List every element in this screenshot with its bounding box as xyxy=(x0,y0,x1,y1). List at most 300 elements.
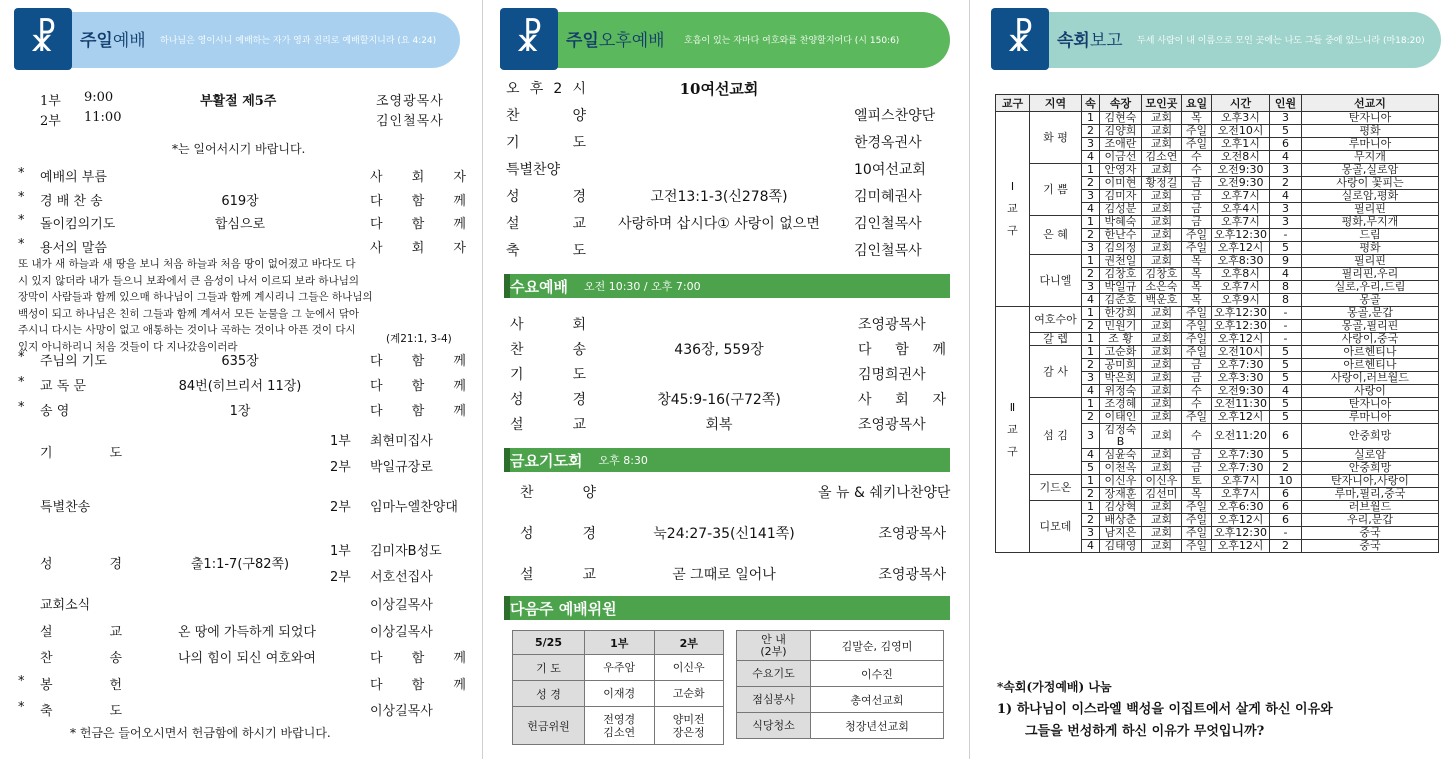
attendance: 6 xyxy=(1270,501,1302,514)
mission-field: 실로,우리,드림 xyxy=(1302,281,1439,294)
meeting-place: 교회 xyxy=(1142,138,1182,151)
attendance: 5 xyxy=(1270,411,1302,424)
afternoon-leader: 10여선교회 xyxy=(854,162,926,178)
mission-field: 탄자니아 xyxy=(1302,398,1439,411)
attendance: 2 xyxy=(1270,177,1302,190)
meeting-day: 주일 xyxy=(1182,229,1212,242)
mission-field: 탄자니아,사랑이 xyxy=(1302,475,1439,488)
meeting-time: 오후8:30 xyxy=(1212,255,1270,268)
cell-number: 1 xyxy=(1082,501,1100,514)
attendance: 5 xyxy=(1270,398,1302,411)
meeting-day: 주일 xyxy=(1182,138,1212,151)
attendance: 3 xyxy=(1270,216,1302,229)
cell-leader: 김현숙 xyxy=(1100,112,1142,125)
meeting-day: 주일 xyxy=(1182,540,1212,553)
order-label: 경 배 찬 송 xyxy=(40,193,103,209)
afternoon-label: 설 교 xyxy=(506,216,586,232)
meeting-time: 오후6:30 xyxy=(1212,501,1270,514)
wednesday-service-bar xyxy=(504,274,950,298)
mission-field: 탄자니아 xyxy=(1302,112,1439,125)
cell-leader: 박은희 xyxy=(1100,372,1142,385)
meeting-time: 오후4시 xyxy=(1212,203,1270,216)
cell-leader: 안영자 xyxy=(1100,164,1142,177)
meeting-day: 목 xyxy=(1182,294,1212,307)
prayer-name-2: 박일규장로 xyxy=(370,460,433,475)
cell-number: 3 xyxy=(1082,190,1100,203)
note-title: *속회(가정예배) 나눔 xyxy=(997,680,1112,694)
occasion-title: 부활절 제5주 xyxy=(200,94,277,109)
cell-leader: 박혜숙 xyxy=(1100,216,1142,229)
order-leader: 이상길목사 xyxy=(370,704,433,719)
cell-leader: 한난수 xyxy=(1100,229,1142,242)
scripture-label: 성 경 xyxy=(40,557,122,572)
meeting-day: 금 xyxy=(1182,462,1212,475)
member-2: 양미전 장은정 xyxy=(654,707,724,745)
table-row xyxy=(996,346,1439,359)
region-cell: 기드온 xyxy=(1030,475,1082,501)
region-cell: 여호수아 xyxy=(1030,307,1082,333)
sunday-service-column xyxy=(0,0,483,759)
order-label: 축 도 xyxy=(40,704,122,719)
stand-mark: * xyxy=(18,213,25,228)
cell-leader: 김양희 xyxy=(1100,125,1142,138)
afternoon-detail: 고전13:1-3(신278쪽) xyxy=(650,189,788,205)
fri-detail: 눅24:27-35(신141쪽) xyxy=(653,526,795,542)
order-leader: 다 함 께 xyxy=(370,404,466,419)
prayer-label: 기 도 xyxy=(40,446,122,461)
service-part: 2부 xyxy=(40,114,61,129)
cell-number: 2 xyxy=(1082,320,1100,333)
meeting-place: 소은숙 xyxy=(1142,281,1182,294)
fri-detail: 곧 그때로 일어나 xyxy=(672,567,776,583)
order-label: 찬 송 xyxy=(40,651,122,666)
wed-leader: 다 함 께 xyxy=(858,342,946,358)
afternoon-leader: 김인철목사 xyxy=(854,216,922,232)
stand-mark: * xyxy=(18,673,25,689)
next-week-bar xyxy=(504,596,950,620)
stand-mark: * xyxy=(18,189,25,205)
attendance: 3 xyxy=(1270,164,1302,177)
afternoon-label: 특별찬양 xyxy=(506,162,561,178)
cell-number: 1 xyxy=(1082,398,1100,411)
meeting-place: 교회 xyxy=(1142,449,1182,462)
cell-leader: 권천일 xyxy=(1100,255,1142,268)
church-logo-icon: ☧ xyxy=(991,8,1049,70)
meeting-time: 오전10시 xyxy=(1212,125,1270,138)
table-row xyxy=(513,655,724,681)
cell-leader: 조애란 xyxy=(1100,138,1142,151)
cell-number: 1 xyxy=(1082,333,1100,346)
fri-leader: 올 뉴 & 쉐키나찬양단 xyxy=(818,485,951,501)
service-time: 11:00 xyxy=(84,110,122,125)
afternoon-label: 성 경 xyxy=(506,189,586,205)
church-logo-icon: ☧ xyxy=(500,8,558,70)
meeting-time: 오후7시 xyxy=(1212,475,1270,488)
region-cell: 다니엘 xyxy=(1030,255,1082,307)
service-pastor: 김인철목사 xyxy=(376,114,444,129)
cell-leader: 조경혜 xyxy=(1100,398,1142,411)
section-title: 다음주 예배위원 xyxy=(510,599,617,618)
service-part: 1부 xyxy=(40,94,61,109)
role-label: 기 도 xyxy=(513,655,585,681)
attendance: 3 xyxy=(1270,203,1302,216)
meeting-time: 오전11:20 xyxy=(1212,424,1270,449)
meeting-place: 황정길 xyxy=(1142,177,1182,190)
order-label: 송 영 xyxy=(40,404,70,419)
meeting-day: 금 xyxy=(1182,203,1212,216)
cell-number: 2 xyxy=(1082,177,1100,190)
cell-number: 2 xyxy=(1082,488,1100,501)
attendance: 3 xyxy=(1270,112,1302,125)
member-2: 고순화 xyxy=(654,681,724,707)
attendance: 8 xyxy=(1270,294,1302,307)
table-row xyxy=(737,687,944,713)
offering-note: * 헌금은 들어오시면서 헌금함에 하시기 바랍니다. xyxy=(70,726,331,740)
afternoon-service-header xyxy=(500,12,950,68)
mission-field: 평화 xyxy=(1302,242,1439,255)
meeting-place: 김소연 xyxy=(1142,151,1182,164)
meeting-place: 교회 xyxy=(1142,540,1182,553)
afternoon-detail: 사랑하며 삽시다① 사랑이 없으면 xyxy=(618,216,820,232)
meeting-time: 오후7:30 xyxy=(1212,462,1270,475)
duty-label: 수요기도 xyxy=(737,661,811,687)
table-row xyxy=(513,707,724,745)
cell-number: 1 xyxy=(1082,216,1100,229)
fri-leader: 조영광목사 xyxy=(878,526,946,542)
mission-field: 아르헨티나 xyxy=(1302,359,1439,372)
mission-field: 러브월드 xyxy=(1302,501,1439,514)
scripture-text: 장막이 사람들과 함께 있으매 하나님이 그들과 함께 계시리니 그들은 하나님의 xyxy=(18,291,373,303)
cell-number: 3 xyxy=(1082,138,1100,151)
meeting-place: 교회 xyxy=(1142,424,1182,449)
wed-leader: 김명희권사 xyxy=(858,367,926,383)
meeting-place: 교회 xyxy=(1142,229,1182,242)
duty-label: 안 내 (2부) xyxy=(737,631,811,661)
order-label: 주님의 기도 xyxy=(40,354,107,369)
cell-number: 4 xyxy=(1082,151,1100,164)
mission-field: 몽골,필리핀 xyxy=(1302,320,1439,333)
meeting-time: 오후8시 xyxy=(1212,268,1270,281)
header-title: 주일예배 xyxy=(80,31,146,51)
cell-number: 1 xyxy=(1082,255,1100,268)
meeting-time: 오후12시 xyxy=(1212,514,1270,527)
meeting-day: 수 xyxy=(1182,385,1212,398)
meeting-place: 교회 xyxy=(1142,255,1182,268)
member-1: 우주암 xyxy=(585,655,655,681)
attendance: 5 xyxy=(1270,359,1302,372)
order-label: 돌이킴의기도 xyxy=(40,217,116,232)
table-row xyxy=(996,501,1439,514)
mission-field: 실로암,평화 xyxy=(1302,190,1439,203)
meeting-time: 오전9:30 xyxy=(1212,385,1270,398)
prayer-name-1: 최현미집사 xyxy=(370,434,433,449)
scripture-part-2: 2부 xyxy=(330,570,351,585)
cell-leader: 김미자 xyxy=(1100,190,1142,203)
afternoon-leader: 김미혜권사 xyxy=(854,189,922,205)
member-1: 이재경 xyxy=(585,681,655,707)
attendance: 5 xyxy=(1270,372,1302,385)
scripture-text: 또 내가 새 하늘과 새 땅을 보니 처음 하늘과 처음 땅이 없어졌고 바다도 다 xyxy=(18,258,356,270)
attendance: 4 xyxy=(1270,190,1302,203)
column-header: 시간 xyxy=(1212,95,1270,112)
meeting-day: 주일 xyxy=(1182,333,1212,346)
meeting-day: 주일 xyxy=(1182,125,1212,138)
fri-label: 찬 양 xyxy=(520,485,596,501)
meeting-place: 교회 xyxy=(1142,242,1182,255)
cell-number: 4 xyxy=(1082,385,1100,398)
prayer-part-1: 1부 xyxy=(330,434,351,449)
meeting-time: 오후3시 xyxy=(1212,112,1270,125)
meeting-day: 수 xyxy=(1182,424,1212,449)
mission-field: 안중희망 xyxy=(1302,462,1439,475)
cell-leader: 이금선 xyxy=(1100,151,1142,164)
meeting-place: 교회 xyxy=(1142,372,1182,385)
cell-leader: 김성분 xyxy=(1100,203,1142,216)
attendance: - xyxy=(1270,527,1302,540)
region-cell: 기 쁨 xyxy=(1030,164,1082,216)
table-row xyxy=(996,164,1439,177)
header-title: 속회보고 xyxy=(1057,31,1123,51)
duty-value: 김말순, 김영미 xyxy=(811,631,944,661)
cell-number: 3 xyxy=(1082,281,1100,294)
meeting-place: 교회 xyxy=(1142,164,1182,177)
section-title: 수요예배 xyxy=(510,277,568,296)
mission-field: 필리핀 xyxy=(1302,203,1439,216)
cell-number: 1 xyxy=(1082,346,1100,359)
column-header: 요일 xyxy=(1182,95,1212,112)
meeting-time: 오후3:30 xyxy=(1212,372,1270,385)
sunday-service-header xyxy=(14,12,460,68)
header-title: 주일오후예배 xyxy=(566,31,665,51)
meeting-time: 오후12:30 xyxy=(1212,229,1270,242)
meeting-place: 김창호 xyxy=(1142,268,1182,281)
column-header: 모인곳 xyxy=(1142,95,1182,112)
attendance: 6 xyxy=(1270,138,1302,151)
meeting-place: 백운호 xyxy=(1142,294,1182,307)
wed-leader: 사 회 자 xyxy=(858,392,946,408)
order-label: 교회소식 xyxy=(40,598,91,613)
region-cell: 은 혜 xyxy=(1030,216,1082,255)
note-question: 1) 하나님이 이스라엘 백성을 이집트에서 살게 하신 이유와 xyxy=(997,702,1333,717)
afternoon-detail: 10여선교회 xyxy=(679,80,759,98)
table-row xyxy=(996,398,1439,411)
stand-mark: * xyxy=(18,350,25,365)
fri-leader: 조영광목사 xyxy=(878,567,946,583)
mission-field: 아르헨티나 xyxy=(1302,346,1439,359)
district-cell: Ⅰ 교 구 xyxy=(996,112,1030,307)
meeting-day: 주일 xyxy=(1182,501,1212,514)
meeting-day: 목 xyxy=(1182,255,1212,268)
cell-number: 1 xyxy=(1082,475,1100,488)
order-detail: 온 땅에 가득하게 되었다 xyxy=(178,624,316,640)
mission-field: 평화 xyxy=(1302,125,1439,138)
section-time: 오후 8:30 xyxy=(598,454,648,467)
wed-detail: 436장, 559장 xyxy=(674,342,764,358)
meeting-place: 교회 xyxy=(1142,190,1182,203)
mission-field: 필리핀 xyxy=(1302,255,1439,268)
wed-label: 찬 송 xyxy=(510,342,586,358)
mission-field: 몽골,문갑 xyxy=(1302,307,1439,320)
cell-leader: 민원기 xyxy=(1100,320,1142,333)
mission-field: 루마,필리,중국 xyxy=(1302,488,1439,501)
meeting-day: 금 xyxy=(1182,359,1212,372)
mission-field: 루마니아 xyxy=(1302,138,1439,151)
meeting-day: 금 xyxy=(1182,190,1212,203)
meeting-day: 토 xyxy=(1182,475,1212,488)
table-row xyxy=(737,713,944,739)
meeting-day: 수 xyxy=(1182,164,1212,177)
meeting-day: 목 xyxy=(1182,488,1212,501)
attendance: 10 xyxy=(1270,475,1302,488)
region-cell: 감 사 xyxy=(1030,346,1082,398)
mission-field: 루마니아 xyxy=(1302,411,1439,424)
order-leader: 다 함 께 xyxy=(370,217,466,232)
order-leader: 이상길목사 xyxy=(370,598,433,613)
wed-label: 성 경 xyxy=(510,392,586,408)
meeting-time: 오후1시 xyxy=(1212,138,1270,151)
service-pastor: 조영광목사 xyxy=(376,94,444,109)
cell-leader: 위정숙 xyxy=(1100,385,1142,398)
attendance: 2 xyxy=(1270,540,1302,553)
cell-number: 1 xyxy=(1082,164,1100,177)
cell-leader: 배상춘 xyxy=(1100,514,1142,527)
meeting-place: 교회 xyxy=(1142,501,1182,514)
cell-number: 3 xyxy=(1082,372,1100,385)
table-row xyxy=(737,631,944,661)
cell-group-report-column xyxy=(971,0,1454,759)
scripture-ref: (계21:1, 3-4) xyxy=(386,333,452,345)
table-row xyxy=(996,255,1439,268)
attendance: 4 xyxy=(1270,268,1302,281)
meeting-day: 주일 xyxy=(1182,514,1212,527)
attendance: 8 xyxy=(1270,281,1302,294)
column-header: 선교지 xyxy=(1302,95,1439,112)
meeting-day: 목 xyxy=(1182,281,1212,294)
attendance: 6 xyxy=(1270,514,1302,527)
cell-leader: 김창호 xyxy=(1100,268,1142,281)
order-detail: 1장 xyxy=(229,404,251,419)
stand-mark: * xyxy=(18,700,25,715)
order-detail: 나의 힘이 되신 여호와여 xyxy=(178,651,316,666)
afternoon-leader: 한경옥권사 xyxy=(854,135,922,151)
column-header: 속장 xyxy=(1100,95,1142,112)
meeting-place: 교회 xyxy=(1142,527,1182,540)
role-label: 성 경 xyxy=(513,681,585,707)
meeting-time: 오후12시 xyxy=(1212,333,1270,346)
mission-field: 우리,문갑 xyxy=(1302,514,1439,527)
meeting-day: 목 xyxy=(1182,268,1212,281)
meeting-place: 이신우 xyxy=(1142,475,1182,488)
stand-mark: * xyxy=(18,166,25,181)
afternoon-leader: 엘피스찬양단 xyxy=(854,108,936,124)
cell-leader: 김정숙B xyxy=(1100,424,1142,449)
meeting-time: 오후7시 xyxy=(1212,488,1270,501)
meeting-day: 금 xyxy=(1182,216,1212,229)
table-row xyxy=(996,307,1439,320)
mission-field: 사랑이 xyxy=(1302,385,1439,398)
order-label: 봉 헌 xyxy=(40,677,122,693)
cell-leader: 심윤숙 xyxy=(1100,449,1142,462)
cell-leader: 장재훈 xyxy=(1100,488,1142,501)
friday-prayer-bar xyxy=(504,448,950,472)
table-header: 1부 xyxy=(585,631,655,655)
region-cell: 화 평 xyxy=(1030,112,1082,164)
mission-field: 필리핀,우리 xyxy=(1302,268,1439,281)
stand-mark: * xyxy=(18,400,25,415)
cell-leader: 김의정 xyxy=(1100,242,1142,255)
next-week-duties-table xyxy=(736,630,944,739)
cell-number: 3 xyxy=(1082,242,1100,255)
stand-note: *는 일어서시기 바랍니다. xyxy=(172,142,306,156)
table-row xyxy=(996,475,1439,488)
attendance: 4 xyxy=(1270,151,1302,164)
meeting-time: 오후12시 xyxy=(1212,540,1270,553)
special-song-choir: 임마누엘찬양대 xyxy=(370,500,458,515)
scripture-text: 시 있지 않더라 내가 들으니 보좌에서 큰 음성이 나서 이르되 보라 하나님의 xyxy=(18,274,360,287)
cell-leader: 이신우 xyxy=(1100,475,1142,488)
mission-field: 몽골 xyxy=(1302,294,1439,307)
wed-detail: 회복 xyxy=(705,417,733,433)
scripture-passage: 출1:1-7(구82쪽) xyxy=(190,557,290,572)
order-label: 설 교 xyxy=(40,624,122,640)
duty-label: 점심봉사 xyxy=(737,687,811,713)
cell-number: 2 xyxy=(1082,268,1100,281)
attendance: 5 xyxy=(1270,449,1302,462)
order-leader: 사 회 자 xyxy=(370,240,466,256)
meeting-time: 오후7:30 xyxy=(1212,359,1270,372)
attendance: 5 xyxy=(1270,125,1302,138)
cell-number: 2 xyxy=(1082,359,1100,372)
afternoon-leader: 김인철목사 xyxy=(854,243,922,259)
order-detail: 635장 xyxy=(221,354,259,369)
meeting-day: 주일 xyxy=(1182,307,1212,320)
attendance: 2 xyxy=(1270,462,1302,475)
scripture-part-1: 1부 xyxy=(330,544,351,559)
cell-leader: 박일규 xyxy=(1100,281,1142,294)
attendance: - xyxy=(1270,333,1302,346)
meeting-time: 오후7:30 xyxy=(1212,449,1270,462)
region-cell: 섬 김 xyxy=(1030,398,1082,475)
note-question-cont: 그들을 번성하게 하신 이유가 무엇입니까? xyxy=(1025,724,1265,739)
scripture-text: 있지 아니하리니 처음 것들이 다 지나갔음이러라 xyxy=(18,340,238,353)
scripture-reader-2: 서호선집사 xyxy=(370,570,433,585)
mission-field: 중국 xyxy=(1302,540,1439,553)
meeting-time: 오전9:30 xyxy=(1212,177,1270,190)
meeting-place: 교회 xyxy=(1142,462,1182,475)
order-detail: 84번(히브리서 11장) xyxy=(178,379,302,394)
meeting-place: 교회 xyxy=(1142,411,1182,424)
role-label: 헌금위원 xyxy=(513,707,585,745)
meeting-time: 오후7시 xyxy=(1212,281,1270,294)
cell-leader: 이천옥 xyxy=(1100,462,1142,475)
meeting-place: 교회 xyxy=(1142,333,1182,346)
cell-number: 1 xyxy=(1082,112,1100,125)
afternoon-label: 기 도 xyxy=(506,135,586,151)
attendance: - xyxy=(1270,320,1302,333)
afternoon-label: 축 도 xyxy=(506,243,586,259)
order-leader: 다 함 께 xyxy=(370,677,466,693)
meeting-time: 오후12:30 xyxy=(1212,307,1270,320)
meeting-place: 김선미 xyxy=(1142,488,1182,501)
duty-label: 식당청소 xyxy=(737,713,811,739)
wed-detail: 창45:9-16(구72쪽) xyxy=(657,392,781,408)
attendance: 5 xyxy=(1270,346,1302,359)
cell-number: 1 xyxy=(1082,307,1100,320)
cell-report-header xyxy=(991,12,1441,68)
member-1: 전영경 김소연 xyxy=(585,707,655,745)
cell-number: 2 xyxy=(1082,229,1100,242)
stand-mark: * xyxy=(18,375,25,390)
